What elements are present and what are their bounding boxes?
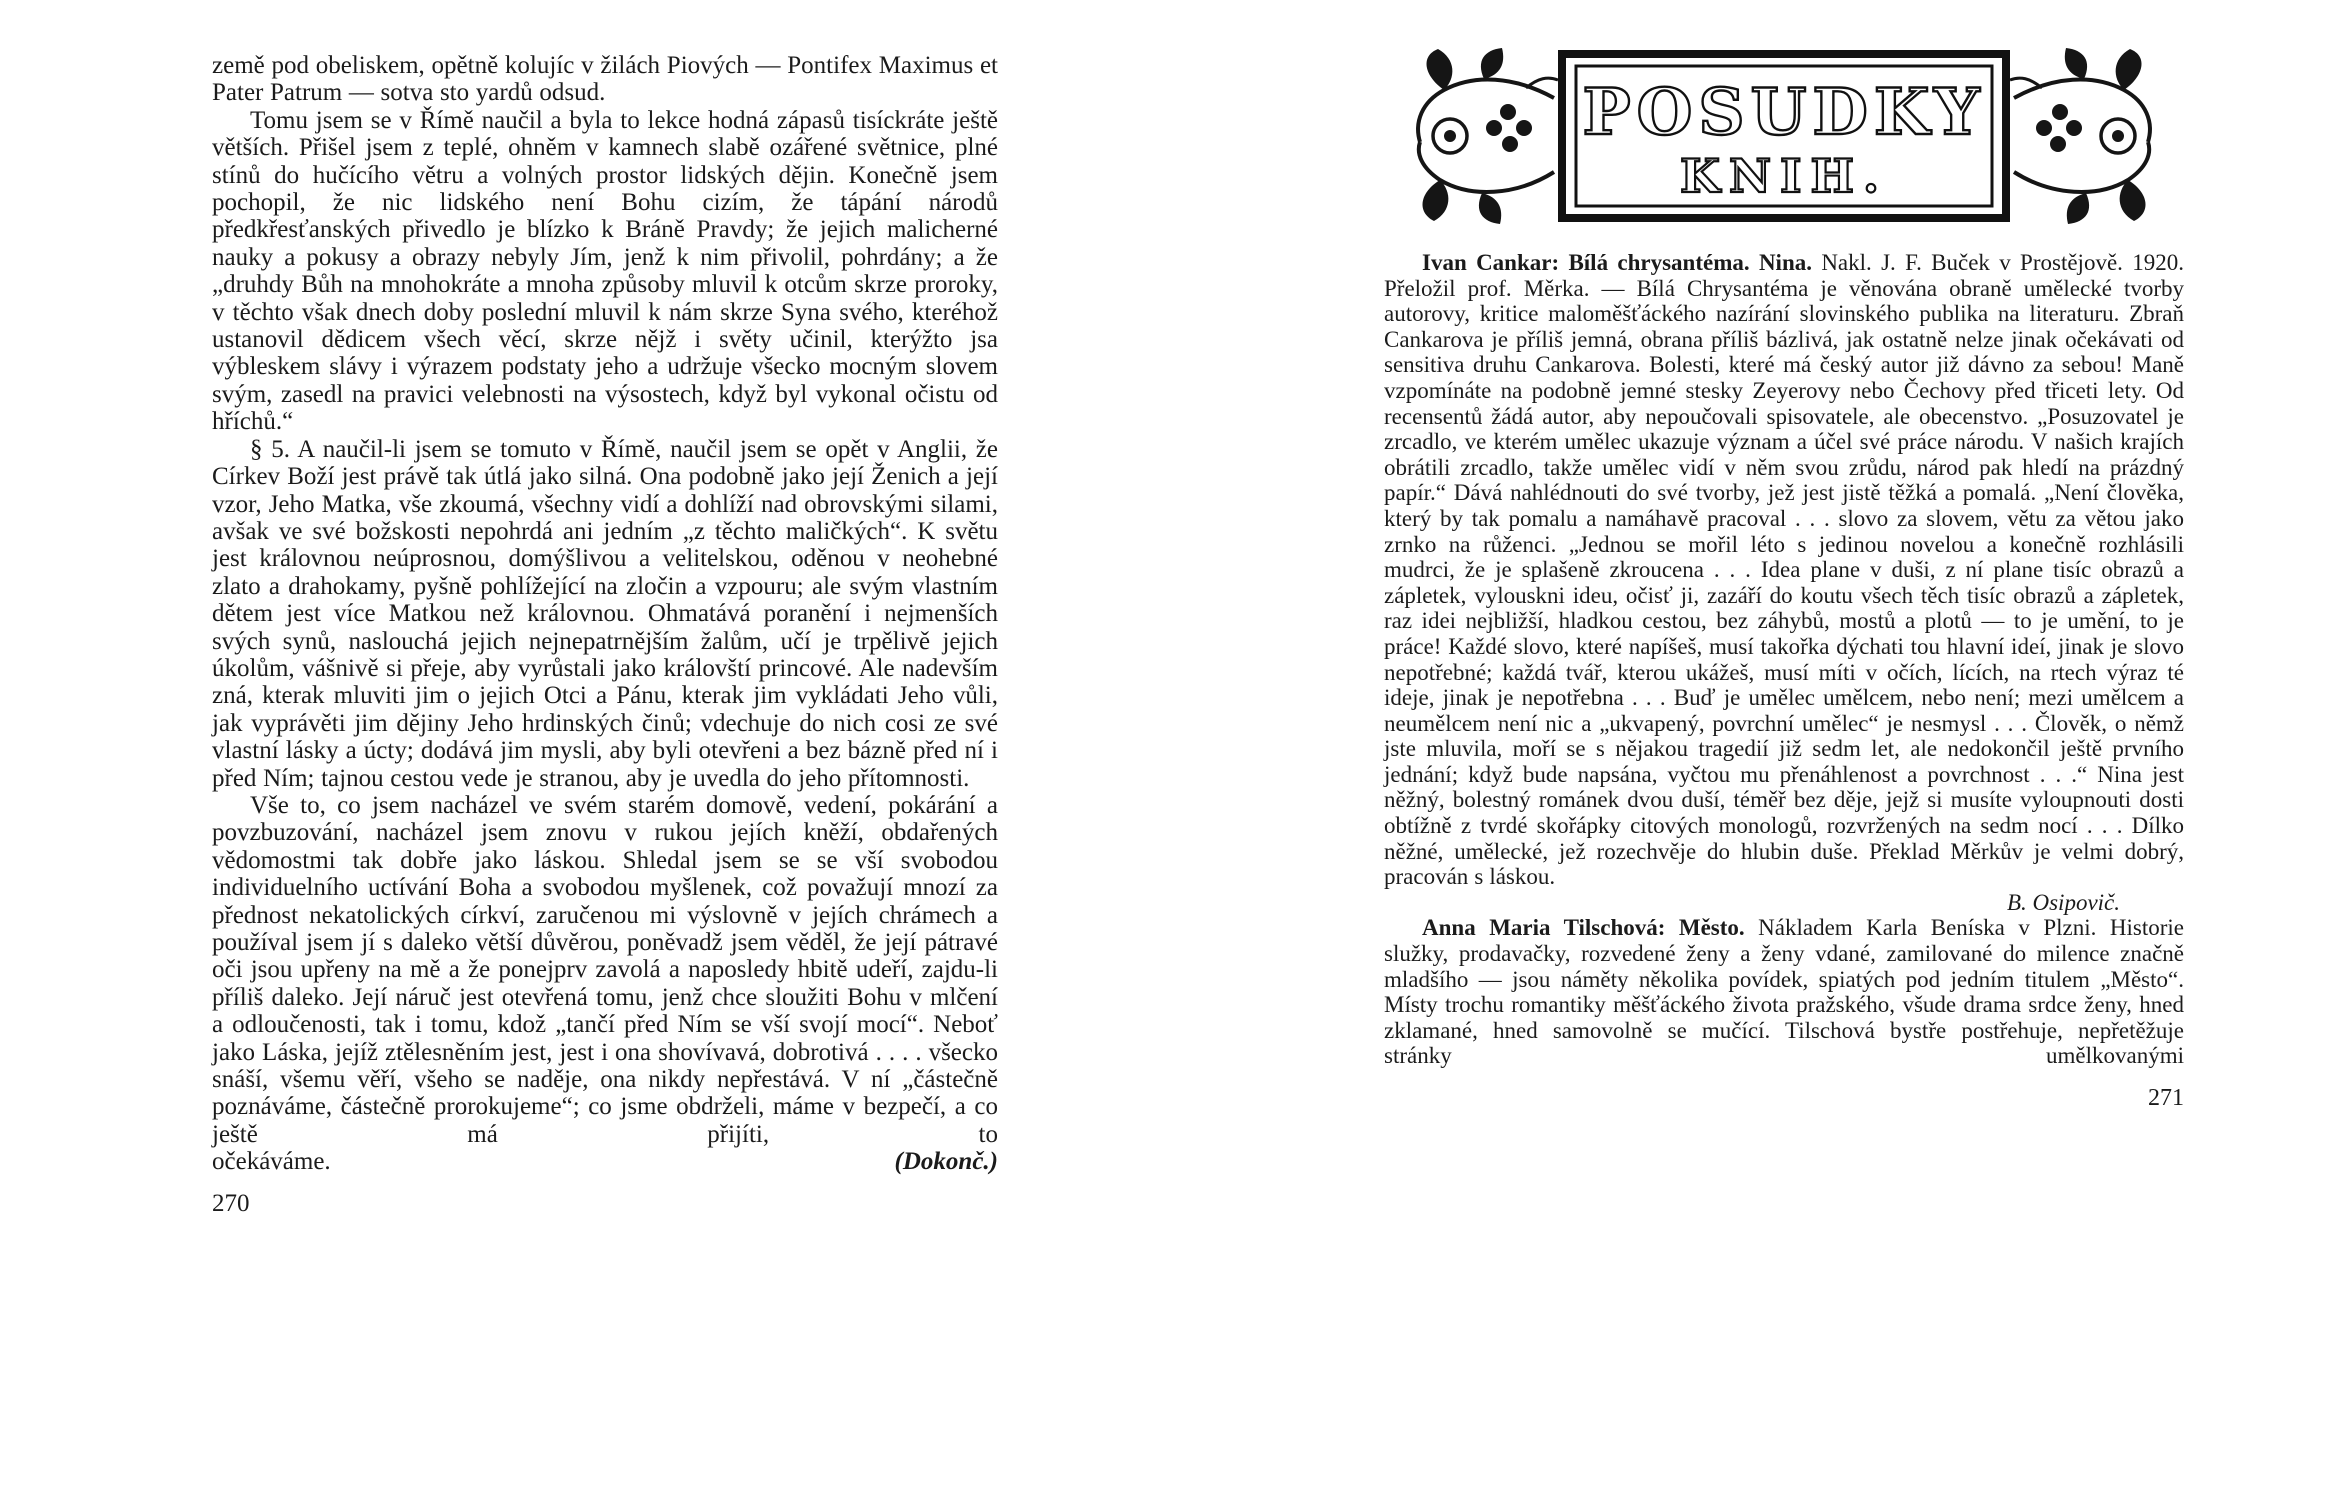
book-review-tilschova	[1384, 915, 2184, 1069]
review-heading: Ivan Cankar: Bílá chrysantéma. Nina.	[1422, 250, 1812, 275]
floral-ornament-right	[2010, 48, 2150, 224]
continuation-mark: (Dokonč.)	[894, 1148, 998, 1176]
paragraph-end-line	[212, 1148, 998, 1175]
paragraph: Tomu jsem se v Římě naučil a byla to lekce hodná zápasů tisíckráte ještě větších. Přišel jsem z teplé, ohněm v kamnech slabě ozářené světnice, plné stínů do hučícího větru a volných prostor lidských dějin. Konečně jsem pochopil, že nic lidského není Bohu cizím, že tápání národů předkřesťanských přivedlo je blízko k Bráně Pravdy; že jejich malicherné nauky a pokusy a obrazy nebyly Jím, jenž k nim přivolil, pohrdány; a že „druhdy Bůh na mnohokráte a mnoha způsoby mluvil k otcům skrze proroky, v těchto však dnech doby poslední mluvil k nám skrze Syna svého, kteréhož ustanovil dědicem všech věcí, skrze nějž i světy učinil, kterýžto jsa výbleskem slávy i výrazem podstaty jeho a udržuje všecko mocným slovem svým, zasedl na pravici velebnosti na výsostech, když byl vykonal očistu od hříchů.“	[212, 106, 998, 436]
left-page	[212, 52, 998, 1218]
header-title-line2: KNIH.	[1679, 149, 1889, 203]
right-page	[1384, 46, 2184, 1112]
page-number-right: 271	[2148, 1085, 2184, 1111]
page-number-left: 270	[212, 1189, 250, 1217]
posudky-knih-header	[1404, 46, 2164, 226]
paragraph-last-words: očekáváme.	[212, 1148, 331, 1176]
header-title-line1: POSUDKY	[1582, 75, 1986, 150]
review-heading: Anna Maria Tilschová: Město.	[1422, 915, 1745, 941]
paragraph-section-5: § 5. A naučil-li jsem se tomuto v Římě, naučil jsem se opět v Anglii, že Církev Boží jest právě tak útlá jako silná. Ona podobně jako její Ženich a její vzor, Jeho Matka, vše zkoumá, všechny vidí a dohlíží nad obrovskými silami, avšak ve své božskosti nepohrdá ani jedním „z těchto maličkých“. K světu jest královnou neúprosnou, domýšlivou a velitelskou, oděnou v neohebné zlato a drahokamy, pyšně pohlížející na zločin a vzpouru; ale svým vlastním dětem jest více Matkou než královnou. Ohmatává poranění i nejmenších svých synů, naslouchá jejich nejnepatrnějším žalům, učí je trpělivě jejich úkolům, vášnivě si přeje, aby vyrůstali jako královští princové. Ale nadevším zná, kterak mluviti jim o jejich Otci a Pánu, kterak jim vykládati Jeho vůli, jak vyprávěti jim dějiny Jeho hrdinských činů; vdechuje do nich cosi ze své vlastní lásky a úcty; dodává jim mysli, aby byli otevřeni a bez bázně před ní i před Ním; tajnou cestou vede je stranou, aby je uvedla do jeho přítomnosti.	[212, 435, 998, 792]
review-publisher: Nakl. J. F. Buček v Prostějově. 1920. Přeložil prof. Měrka. —	[1384, 250, 2184, 301]
review-body: Historie služky, prodavačky, rozvedené ženy a ženy vdané, zamilované do milence značně mladšího — jsou náměty několika povídek, spiatých pod jedním titulem „Město“. Místy trochu romantiky měšťáckého života pražského, všude drama srdce ženy, hned zklamané, hned samovolně se mučící. Tilschová bystře postřehuje, nepřetěžuje stránky umělkovanými	[1384, 915, 2184, 1069]
paragraph-continuation: země pod obeliskem, opětně kolujíc v žilách Piových — Pontifex Maximus et Pater Patrum — sotva sto yardů odsud.	[212, 52, 998, 107]
review-publisher: Nákladem Karla Beníska v Plzni.	[1744, 915, 2110, 941]
paragraph: Vše to, co jsem nacházel ve svém starém domově, vedení, pokárání a povzbuzování, nacházel jsem znovu v rukou jejích kněží, obdařených vědomostmi tak dobře jako láskou. Shledal jsem se se vší svobodou individuelního uctívání Boha a svobodou myšlenek, což považují mnozí za přednost nekatolických církví, zaručenou mi výslovně v jejích chrámech a používal jsem jí s daleko větší důvěrou, poněvadž jsem věděl, že její pátravé oči jsou upřeny na mě a že ponejprv zavolá a naposledy hbitě udeří, zajdu-li příliš daleko. Její náruč jest otevřená tomu, jenž chce sloužiti Bohu v mlčení a odloučenosti, tak i tomu, kdož „tančí před Ním se vší svojí mocí“. Neboť jako Láska, jejíž ztělesněním jest, jest i ona shovívavá, dobrotivá . . . . všecko snáší, všemu věří, všeho se naděje, ona nikdy nepřestává. V ní „částečně poznáváme, částečně prorokujeme“; co jsme obdrželi, máme v bezpečí, a co ještě má přijíti, to	[212, 791, 998, 1148]
floral-ornament-left	[1418, 48, 1558, 224]
book-review-cankar	[1384, 250, 2184, 890]
review-signature: B. Osipovič.	[2006, 889, 2120, 915]
review-body: Bílá Chrysantéma je věnována obraně umělecké tvorby autorovy, kritice maloměšťáckého nazírání slovinského publika na literaturu. Zbraň Cankarova je příliš jemná, obrana příliš bázlivá, jak ostatně nelze jinak očekávati od sensitiva druhu Cankarova. Bolesti, které má český autor již dávno za sebou! Maně vzpomínáte na podobně jemné stesky Zeyerovy nebo Čechovy před třiceti lety. Od recensentů žádá autor, aby nepoučovali spisovatele, ale obecenstvo. „Posuzovatel je zrcadlo, ve kterém umělec ukazuje význam a účel své práce národu. V našich krajích obrátili zrcadlo, takže umělec vidí v něm svou zrůdu, národ pak hledí na prázdný papír.“ Dává nahlédnouti do své tvorby, jež jest jistě těžká a pomalá. „Není člověka, který by tak pomalu a namáhavě pracoval . . . slovo za slovem, větu za větou jako zrnko na růženci. „Jednou se mořil léto s jedinou novelou a konečně rozhlásili mudrci, že je splašeně zkroucena . . . Idea plane v duši, z ní plane tisíc obrazů a zápletek, vylouskni ideu, očisť ji, zazáří do koutu všech těch tisíc obrazů a zápletek, raz idei nejbližší, hladkou cestou, bez záhybů, mostů a plotů — to je umění, to je práce! Každé slovo, které napíšeš, musí takořka dýchati tou hlavní ideí, jinak je slovo nepotřebné; každá tvář, kterou ukážeš, musí míti v očích, lících, na rtech výraz té ideje, jinak je nepotřebna . . . Buď je umělec umělcem, nebo není; mezi umělcem a neumělcem není nic a „ukvapený, povrchní umělec“ je nesmysl . . . Člověk, o němž jste mluvila, moří se s nějakou tragedií již sedm let, ale nedokončil ještě prvního jednání; když bude napsána, vyčtou mu přenáhlenost a povrchnost . . .“ Nina jest něžný, bolestný románek dvou duší, téměř bez děje, jejž si musíte vyloupnouti dosti obtížně z tvrdé skořápky citových monologů, rozvržených na sedm nocí . . . Dílko něžné, umělecké, jež rozechvěje do hlubin duše. Překlad Měrkův je velmi dobrý, pracován s láskou.	[1384, 275, 2184, 890]
